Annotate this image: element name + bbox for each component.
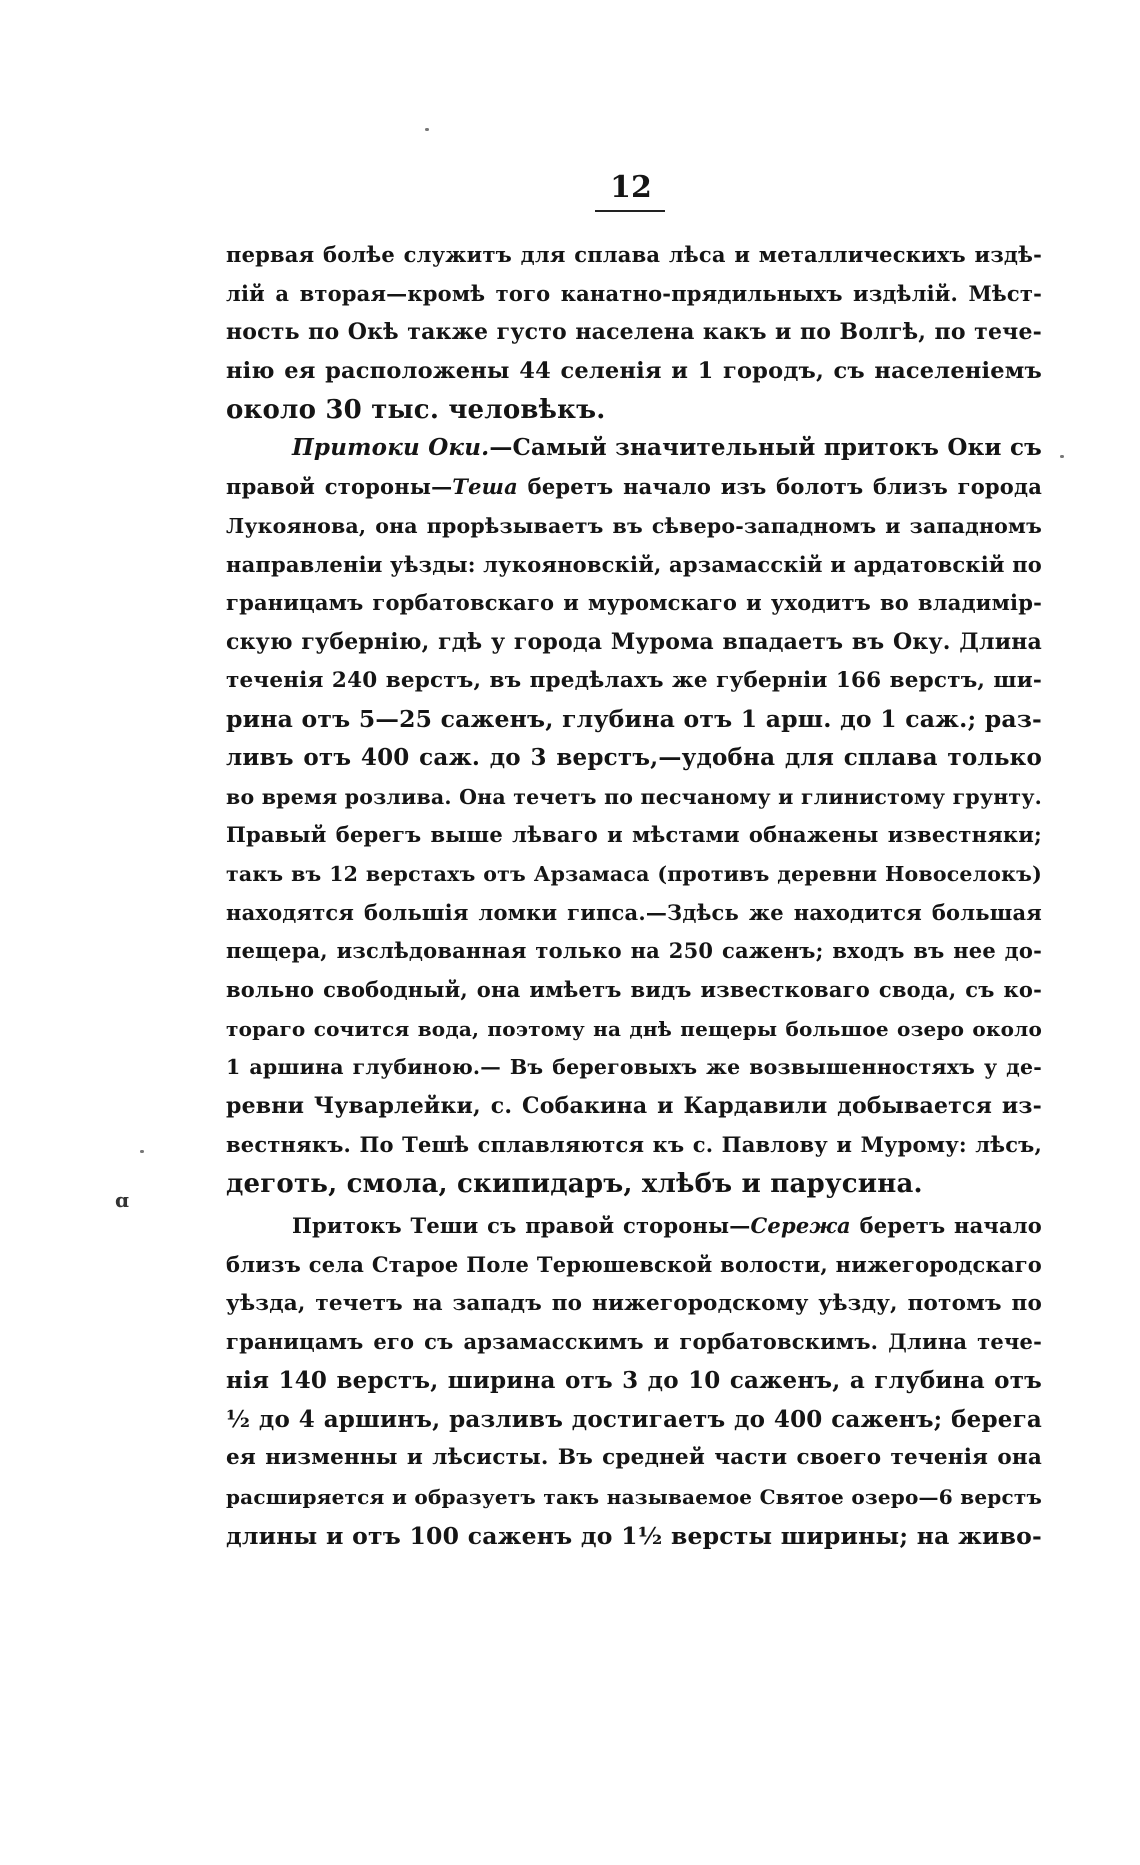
text-line: рина отъ 5—25 саженъ, глубина отъ 1 арш. до 1 саж.; раз- (226, 705, 1042, 734)
text-fragment: —Самый значительный притокъ Оки съ (489, 434, 1042, 462)
text-line: ность по Окѣ также густо населена какъ и по Волгѣ, по тече- (226, 319, 1042, 346)
text-line: ея низменны и лѣсисты. Въ средней части своего теченія она (226, 1445, 1042, 1471)
section-heading: Притоки Оки. (292, 434, 490, 462)
body-text (226, 236, 1042, 1555)
text-line: около 30 тыс. человѣкъ. (226, 394, 606, 425)
paragraph-1 (226, 236, 1042, 429)
text-line: нія 140 верстъ, ширина отъ 3 до 10 саженъ, а глубина отъ (226, 1366, 1042, 1394)
text-line: первая болѣе служитъ для сплава лѣса и металлическихъ издѣ- (226, 242, 1042, 267)
text-fragment: Притокъ Теши съ правой стороны— (292, 1213, 751, 1239)
text-line: пещера, изслѣдованная только на 250 саженъ; входъ въ нее до- (226, 938, 1042, 964)
text-line: теченія 240 верстъ, въ предѣлахъ же губерніи 166 верстъ, ши- (226, 667, 1042, 693)
text-line: нію ея расположены 44 селенія и 1 городъ, съ населеніемъ (226, 358, 1042, 385)
paragraph-3 (226, 1207, 1042, 1555)
text-fragment: беретъ начало изъ болотъ близъ города (517, 474, 1042, 500)
text-line: расширяется и образуетъ такъ называемое Святое озеро—6 верстъ (226, 1485, 1042, 1509)
text-line: находятся большія ломки гипса.—Здѣсь же находится большая (226, 899, 1042, 925)
text-line: ревни Чуварлейки, с. Собакина и Кардавили добывается из- (226, 1093, 1042, 1120)
text-fragment: правой стороны— (226, 474, 453, 500)
text-line: Лукоянова, она прорѣзываетъ въ сѣверо-западномъ и западномъ (226, 513, 1042, 538)
text-line (226, 1207, 1042, 1246)
scan-speck (1060, 455, 1064, 458)
text-line: Правый берегъ выше лѣваго и мѣстами обнажены известняки; (226, 822, 1042, 848)
text-line: ½ до 4 аршинъ, разливъ достигаетъ до 400 саженъ; берега (226, 1405, 1042, 1433)
text-line: границамъ горбатовскаго и муромскаго и уходитъ во владимір- (226, 590, 1042, 616)
text-line: близъ села Старое Поле Терюшевской волости, нижегородскаго (226, 1251, 1042, 1277)
text-line: 1 аршина глубиною.— Въ береговыхъ же возвышенностяхъ у де- (226, 1055, 1042, 1080)
page-number-underline (595, 210, 665, 212)
river-name-serezha: Сережа (750, 1213, 851, 1239)
text-line (226, 468, 1042, 507)
paragraph-2 (226, 429, 1042, 1203)
text-line: границамъ его съ арзамасскимъ и горбатовскимъ. Длина тече- (226, 1329, 1042, 1355)
text-line: длины и отъ 100 саженъ до 1½ версты ширины; на живо- (226, 1521, 1042, 1550)
text-line: тораго сочится вода, поэтому на днѣ пещеры большое озеро около (226, 1016, 1042, 1041)
text-fragment: беретъ начало (850, 1213, 1042, 1239)
text-line: вольно свободный, она имѣетъ видъ известковаго свода, съ ко- (226, 977, 1042, 1003)
text-line: вестнякъ. По Тешѣ сплавляются къ с. Павлову и Мурому: лѣсъ, (226, 1131, 1042, 1157)
scan-speck (425, 128, 429, 131)
text-line: лій а вторая—кромѣ того канатно-прядильныхъ издѣлій. Мѣст- (226, 280, 1042, 306)
text-line: во время розлива. Она течетъ по песчаному и глинистому грунту. (226, 784, 1042, 809)
scan-speck (140, 1150, 144, 1153)
text-line: уѣзда, течетъ на западъ по нижегородскому уѣзду, потомъ по (226, 1290, 1042, 1316)
text-line: такъ въ 12 верстахъ отъ Арзамаса (противъ деревни Новоселокъ) (226, 862, 1042, 886)
text-line: скую губернію, гдѣ у города Мурома впадаетъ въ Оку. Длина (226, 628, 1042, 655)
river-name-tesha: Теша (452, 474, 518, 500)
margin-mark: ɑ (115, 1188, 129, 1212)
text-line (226, 429, 1042, 468)
text-line: направленіи уѣзды: лукояновскій, арзамасскій и ардатовскій по (226, 551, 1042, 577)
text-line: деготь, смола, скипидаръ, хлѣбъ и парусина. (226, 1168, 923, 1199)
text-line: ливъ отъ 400 саж. до 3 верстъ,—удобна для сплава только (226, 743, 1042, 771)
page-number: 12 (610, 170, 652, 205)
